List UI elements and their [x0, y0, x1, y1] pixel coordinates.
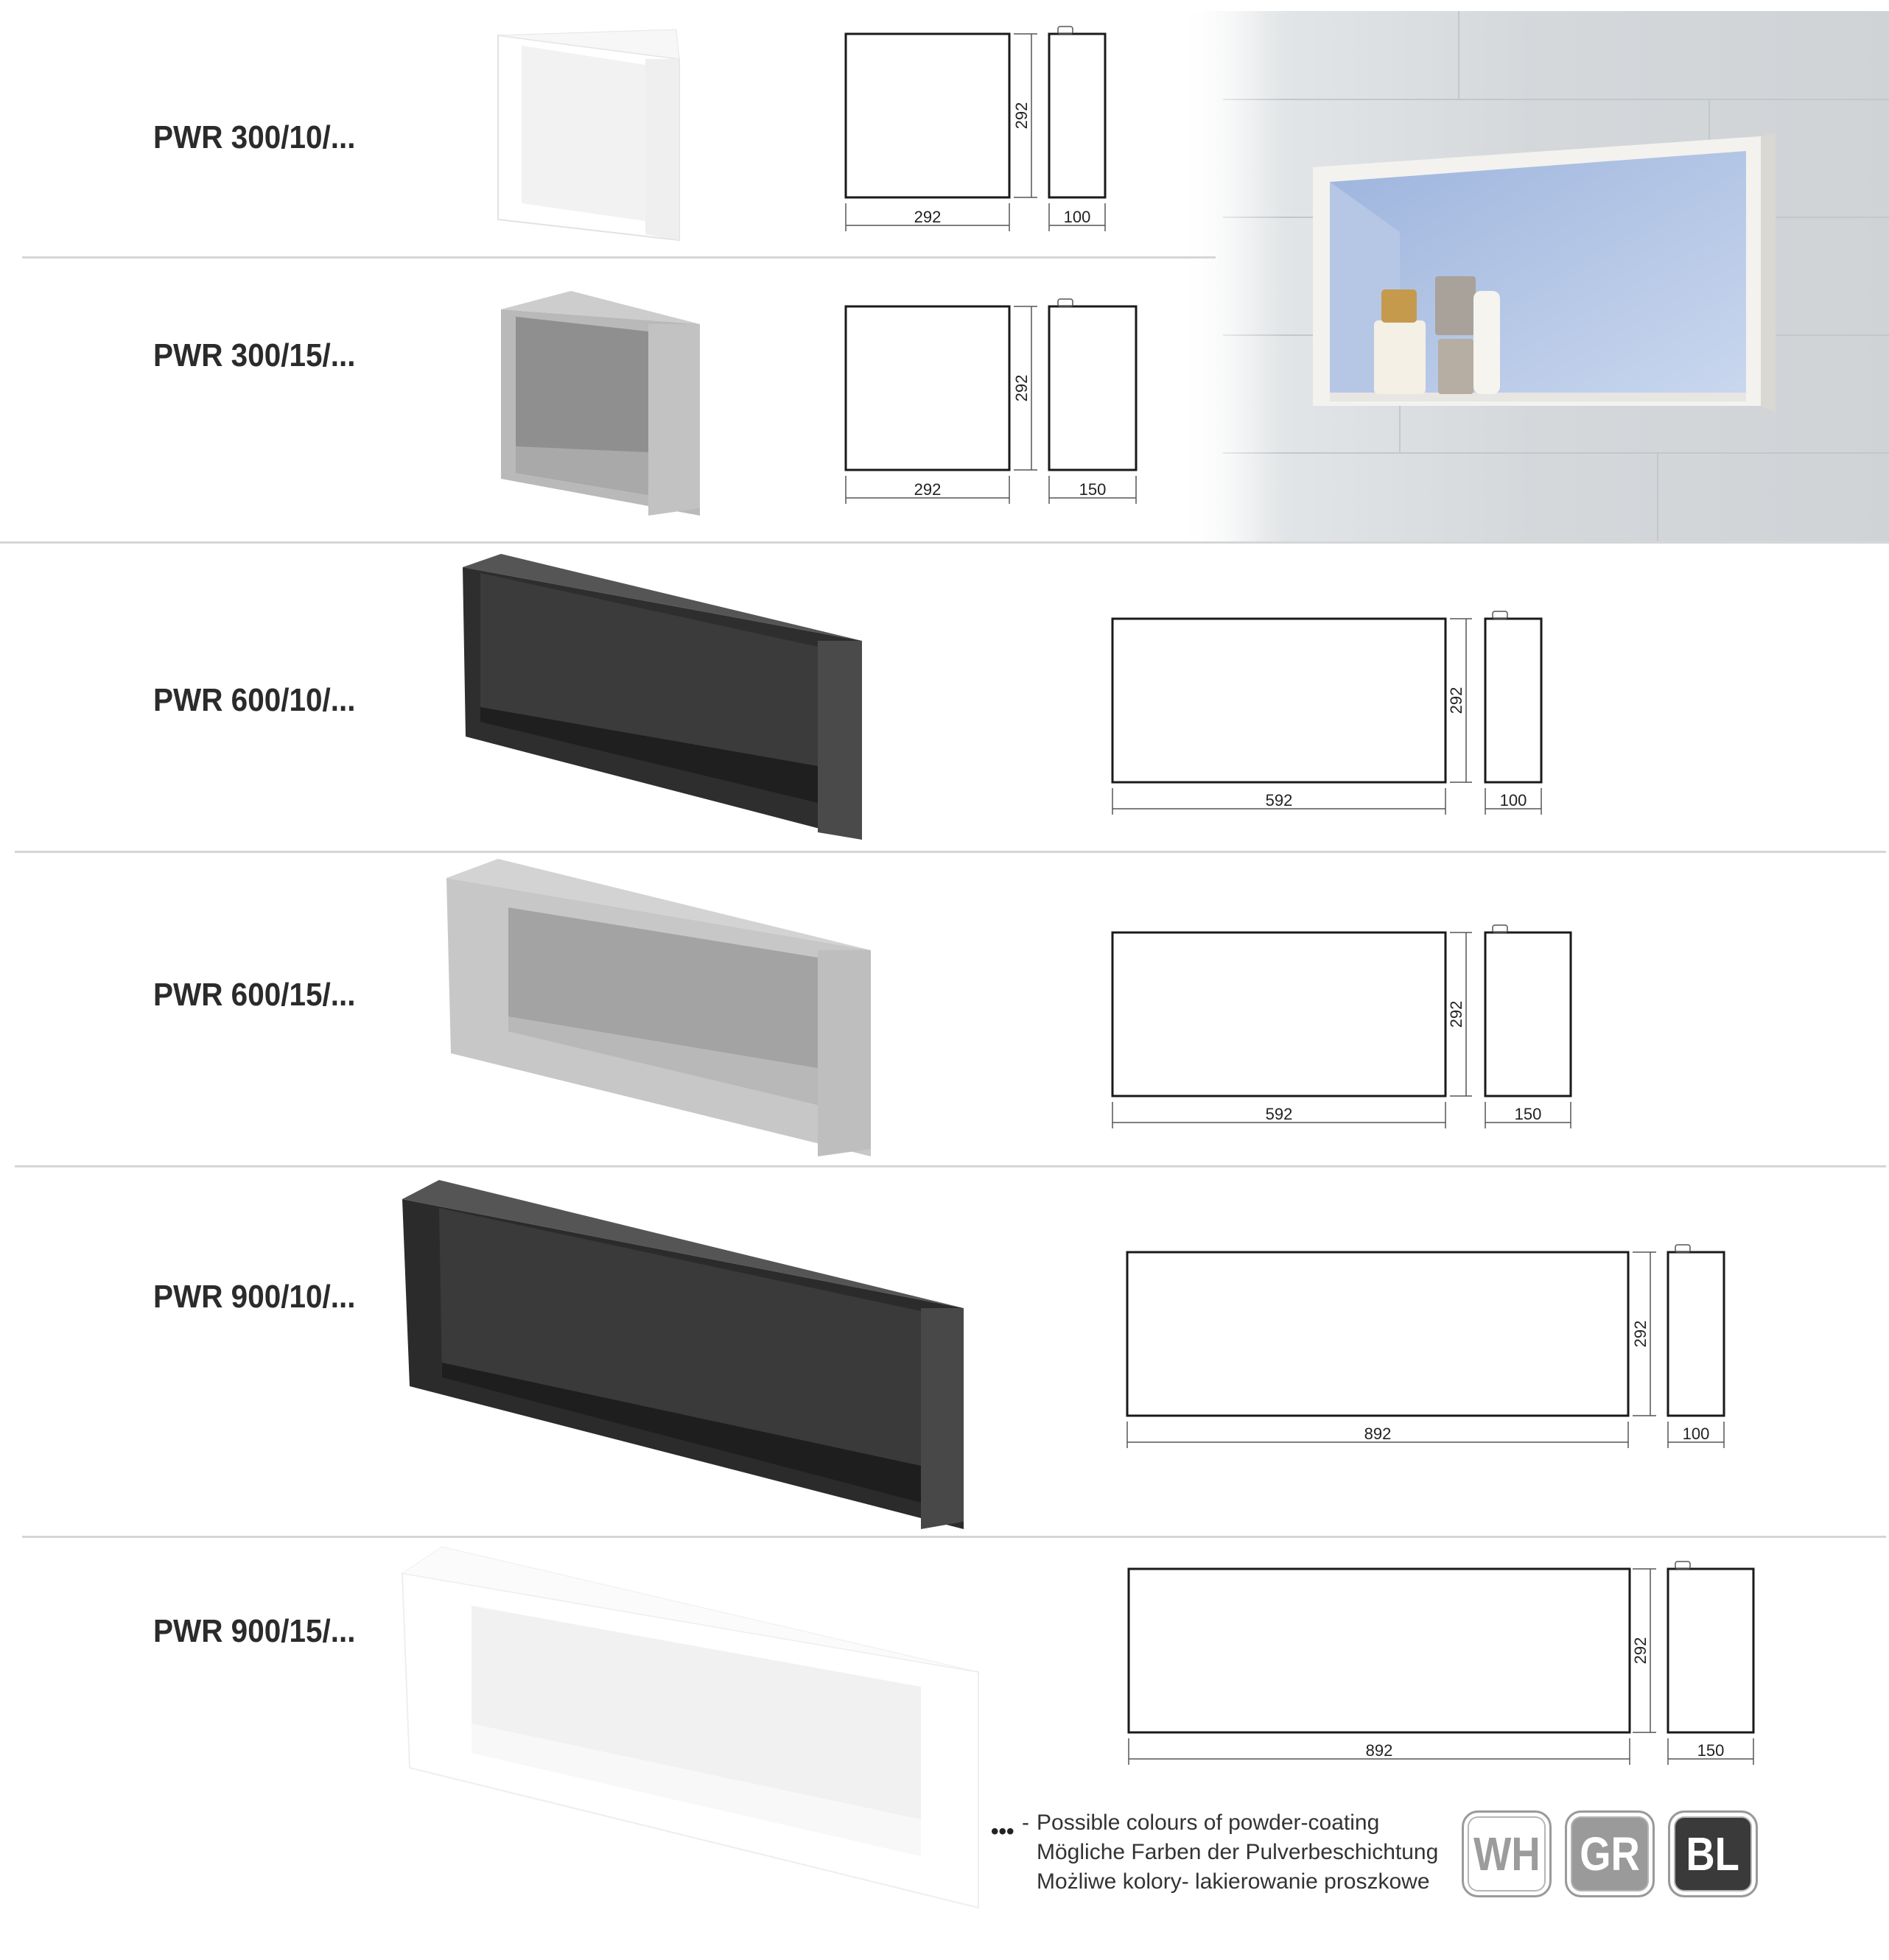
dim-depth: 100 [1682, 1425, 1710, 1443]
swatch-code: BL [1686, 1827, 1740, 1880]
product-label: PWR 900/10/... [153, 1279, 356, 1315]
dim-height: 292 [1012, 102, 1031, 130]
product-label: PWR 600/10/... [153, 682, 356, 718]
dim-depth: 150 [1697, 1741, 1725, 1760]
dim-width: 892 [1365, 1741, 1393, 1760]
colour-swatch-black [1668, 1810, 1758, 1897]
dim-height: 292 [1631, 1637, 1650, 1665]
colour-swatch-grey [1565, 1810, 1655, 1897]
legend-text-de: Mögliche Farben der Pulverbeschichtung [1037, 1840, 1439, 1864]
legend-text-en: Possible colours of powder-coating [1037, 1810, 1380, 1835]
dim-height: 292 [1447, 1000, 1465, 1028]
product-label: PWR 900/15/... [153, 1613, 356, 1649]
dim-width: 592 [1265, 791, 1293, 809]
dim-height: 292 [1012, 374, 1031, 402]
product-label: PWR 600/15/... [153, 977, 356, 1013]
dim-width: 292 [914, 208, 942, 226]
dim-depth: 100 [1063, 208, 1091, 226]
dim-height: 292 [1631, 1320, 1650, 1348]
legend-dash: - [1022, 1810, 1029, 1835]
product-label: PWR 300/15/... [153, 337, 356, 373]
dim-width: 892 [1364, 1425, 1392, 1443]
legend-marker: ••• [991, 1819, 1014, 1844]
product-label: PWR 300/10/... [153, 119, 356, 155]
swatch-code: GR [1580, 1827, 1640, 1880]
dim-width: 292 [914, 480, 942, 499]
dim-width: 592 [1265, 1105, 1293, 1123]
dim-depth: 150 [1079, 480, 1107, 499]
dim-depth: 100 [1499, 791, 1527, 809]
colour-swatch-white [1462, 1810, 1552, 1897]
dim-height: 292 [1447, 686, 1465, 714]
swatch-code: WH [1473, 1827, 1541, 1880]
dim-depth: 150 [1514, 1105, 1542, 1123]
legend-text-pl: Możliwe kolory- lakierowanie proszkowe [1037, 1869, 1430, 1894]
